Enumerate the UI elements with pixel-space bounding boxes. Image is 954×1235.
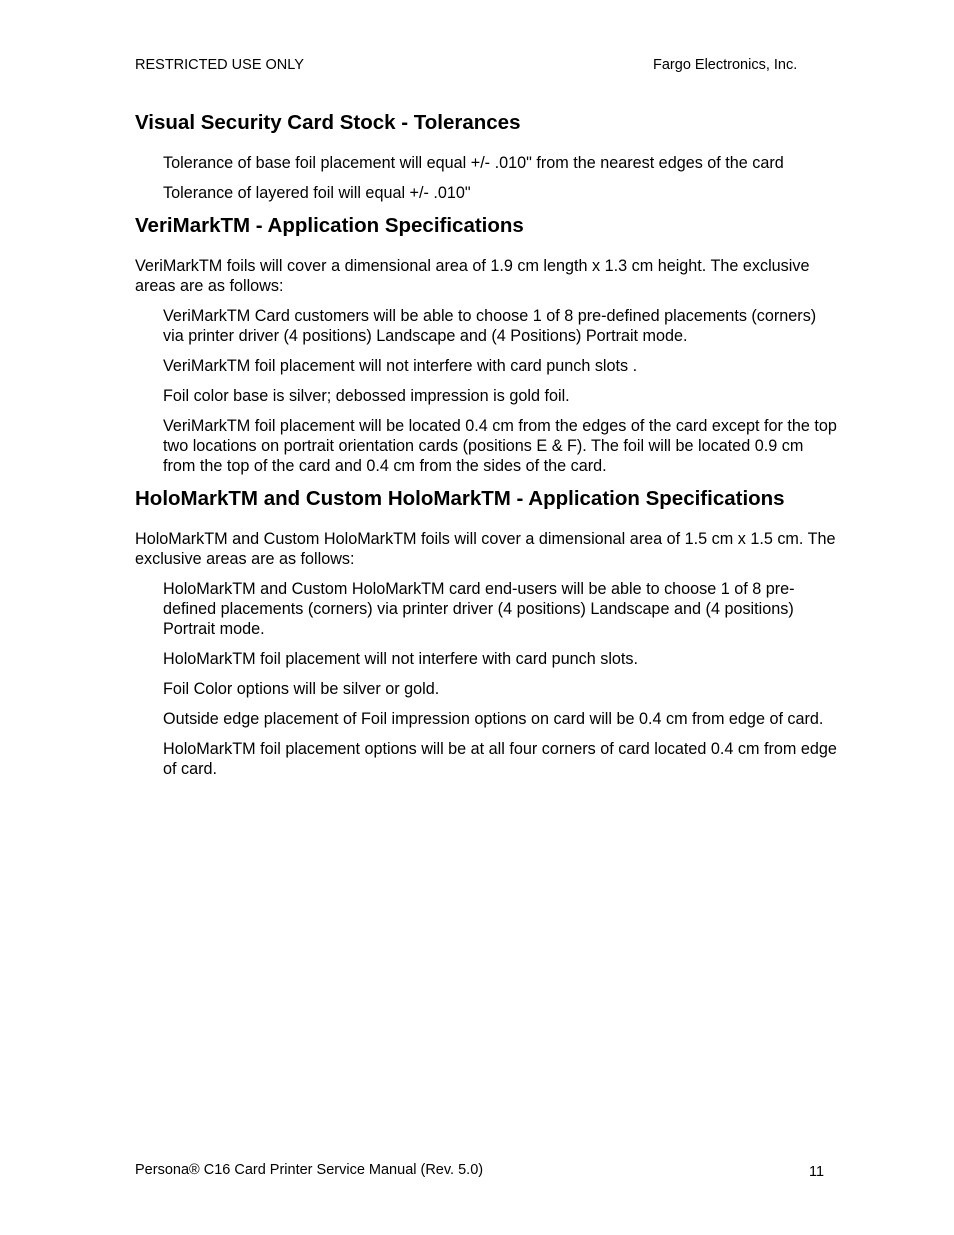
section-intro: VeriMarkTM foils will cover a dimensional area of 1.9 cm length x 1.3 cm height. The exclusive areas are as follows: <box>135 257 810 295</box>
header-company-name: Fargo Electronics, Inc. <box>653 57 798 73</box>
section-intro: HoloMarkTM and Custom HoloMarkTM foils will cover a dimensional area of 1.5 cm x 1.5 cm. The exclusive areas are as follows: <box>135 530 836 568</box>
section-visual-security-tolerances <box>135 110 840 203</box>
list-item: Tolerance of base foil placement will equal +/- .010" from the nearest edges of the card <box>163 154 784 172</box>
list-item: HoloMarkTM foil placement options will be at all four corners of card located 0.4 cm from edge of card. <box>163 740 837 778</box>
list-item: Tolerance of layered foil will equal +/- .010" <box>163 184 471 202</box>
list-item: HoloMarkTM and Custom HoloMarkTM card end-users will be able to choose 1 of 8 pre-defined placements (corners) via printer driver (4 positions) Landscape and (4 positions) Portrait mode. <box>163 580 795 638</box>
list-item: Foil Color options will be silver or gold. <box>163 680 440 698</box>
section-holomark-specifications <box>135 486 840 779</box>
section-title: VeriMarkTM - Application Specifications <box>135 214 524 237</box>
list-item: VeriMarkTM Card customers will be able to choose 1 of 8 pre-defined placements (corners) via printer driver (4 positions) Landscape and (4 Positions) Portrait mode. <box>163 307 817 345</box>
section-title: Visual Security Card Stock - Tolerances <box>135 111 521 134</box>
list-item: VeriMarkTM foil placement will not interfere with card punch slots . <box>163 357 638 375</box>
list-item: Outside edge placement of Foil impression options on card will be 0.4 cm from edge of card. <box>163 710 824 728</box>
page-content <box>135 110 840 789</box>
page-number: 11 <box>809 1164 825 1180</box>
footer-manual-title: Persona® C16 Card Printer Service Manual (Rev. 5.0) <box>135 1162 484 1178</box>
section-title: HoloMarkTM and Custom HoloMarkTM - Application Specifications <box>135 487 785 510</box>
list-item: VeriMarkTM foil placement will be located 0.4 cm from the edges of the card except for the top two locations on portrait orientation cards (positions E & F). The foil will be located 0.9 cm from the top of the card and 0.4 cm from the sides of the card. <box>163 417 837 475</box>
list-item: Foil color base is silver; debossed impression is gold foil. <box>163 387 570 405</box>
list-item: HoloMarkTM foil placement will not interfere with card punch slots. <box>163 650 639 668</box>
section-verimark-specifications <box>135 213 840 476</box>
header-restricted-notice: RESTRICTED USE ONLY <box>135 57 304 73</box>
